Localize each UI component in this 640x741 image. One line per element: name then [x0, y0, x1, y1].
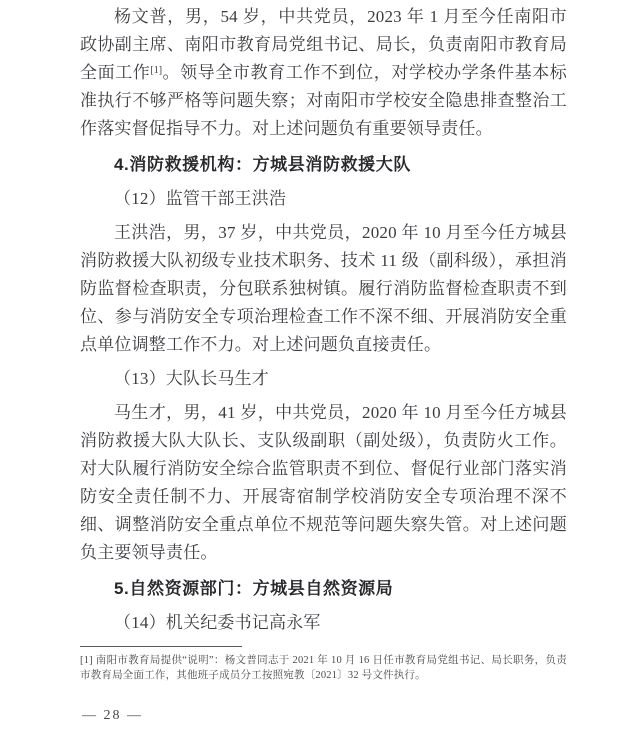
document-body: [80, 3, 567, 637]
footnote-area: [80, 641, 567, 683]
paragraph-ma-shengcai: 马生才，男，41 岁，中共党员，2020 年 10 月至今任方城县消防救援大队大队长、支队级副职（副处级），负责防火工作。对大队履行消防安全综合监管职责不到位、督促行业部门落实消防安全责任制不力、开展寄宿制学校消防安全专项治理不深不细、调整消防安全重点单位不规范等问题失察失管。对上述问题负主要领导责任。: [80, 403, 567, 562]
page-number: — 28 —: [82, 708, 143, 723]
section-heading-fire-rescue: 4.消防救援机构：方城县消防救援大队: [114, 155, 411, 174]
paragraph-yang-wenpu: [80, 3, 567, 143]
subheading-item-12: （12）监管干部王洪浩: [114, 189, 287, 208]
section-heading-natural-resources: 5.自然资源部门：方城县自然资源局: [114, 579, 394, 598]
subheading-item-14: （14）机关纪委书记高永军: [114, 613, 321, 632]
paragraph-text-after-ref: 。领导全市教育工作不到位，对学校办学条件基本标准执行不够严格等问题失察；对南阳市学校安全隐患排查整治工作落实督促指导不力。对上述问题负有重要领导责任。: [80, 63, 567, 138]
paragraph-text-before-ref: 杨文普，男，54 岁，中共党员，2023 年 1 月至今任南阳市政协副主席、南阳市教育局党组书记、局长，负责南阳市教育局全面工作: [80, 7, 567, 82]
subheading-item-13: （13）大队长马生才: [114, 369, 269, 388]
footnote-text: [1] 南阳市教育局提供“说明”：杨文普同志于 2021 年 10 月 16 日任市教育局党组书记、局长职务，负责市教育局全面工作，其他班子成员分工按照宛教〔2021〕32 号文件执行。: [80, 655, 567, 681]
footnote-ref-1: [1]: [150, 65, 163, 76]
footnote-divider: [80, 646, 242, 647]
paragraph-wang-honghao: 王洪浩，男，37 岁，中共党员，2020 年 10 月至今任方城县消防救援大队初级专业技术职务、技术 11 级（副科级），承担消防监督检查职责，分包联系独树镇。履行消防监督检查职责不到位、参与消防安全专项治理检查工作不深不细、开展消防安全重点单位调整工作不力。对上述问题负直接责任。: [80, 223, 567, 354]
